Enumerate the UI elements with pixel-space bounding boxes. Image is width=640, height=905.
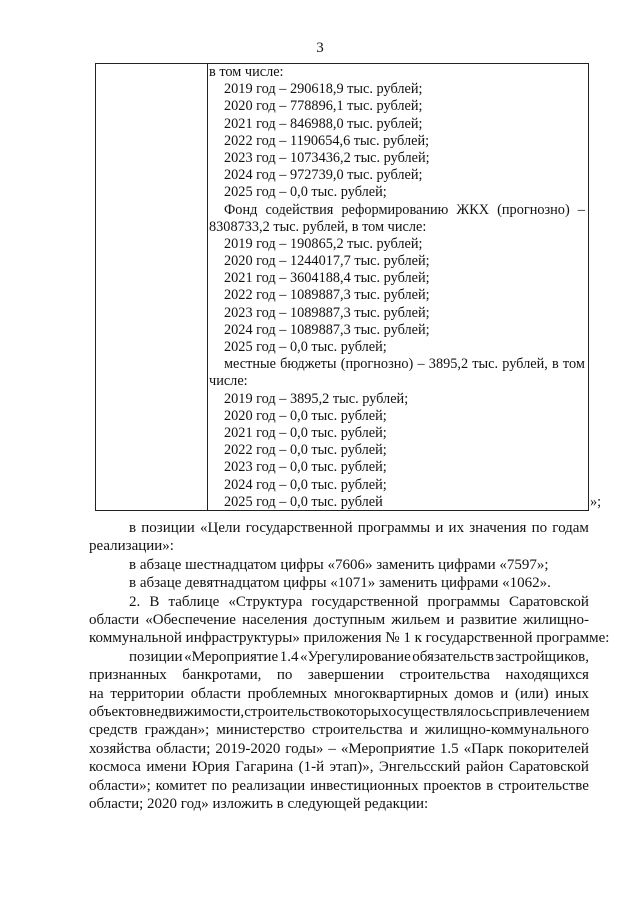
text-word: программы — [357, 520, 431, 536]
text-word: средств — [89, 722, 138, 739]
text-line — [89, 795, 589, 813]
text-word: коммунальной инфраструктуры» приложения № 1 к государственной программе: — [89, 630, 610, 647]
text-word: по — [531, 520, 548, 536]
text-word: проблемных — [247, 685, 328, 702]
paragraph — [89, 556, 589, 574]
text-line — [89, 648, 589, 666]
text-word: застройщиков, — [495, 648, 589, 665]
text-word: государственной — [311, 593, 419, 610]
table-line: 2024 год – 1089887,3 тыс. рублей; — [224, 321, 430, 338]
text-word: развитие — [460, 612, 517, 629]
table-line: 2021 год – 0,0 тыс. рублей; — [224, 424, 387, 441]
text-word: области — [89, 612, 140, 629]
text-word: Юрия — [191, 759, 230, 776]
text-line — [89, 758, 589, 776]
table-line — [208, 202, 588, 219]
text-word: на — [89, 685, 104, 702]
text-word: позиции — [129, 648, 183, 665]
text-word: инвестиционных — [310, 777, 419, 794]
text-word: и — [500, 685, 509, 702]
closing-quote: »; — [590, 494, 602, 510]
text-word: покорителей — [508, 740, 589, 757]
text-word: области; 2020 год» изложить в следующей редакции: — [89, 796, 429, 813]
text-word: район — [465, 759, 504, 776]
text-word: жильем — [391, 612, 441, 629]
text-word: жилищно-коммунального — [424, 722, 589, 739]
paragraph — [89, 648, 589, 814]
text-word: населения — [242, 612, 308, 629]
text-line — [89, 629, 610, 647]
text-line — [89, 685, 589, 703]
text-word: строительство — [244, 704, 336, 721]
text-word: имени — [146, 759, 187, 776]
table-line: в том числе: — [209, 64, 284, 80]
text-line — [89, 556, 589, 574]
table-word: – — [417, 356, 425, 373]
paragraph — [89, 593, 610, 648]
text-line — [89, 721, 589, 739]
text-word: Саратовской — [508, 593, 589, 610]
text-word: строительстве — [498, 777, 589, 794]
page-number: 3 — [316, 40, 324, 56]
text-line — [89, 703, 589, 721]
paragraph — [89, 574, 589, 592]
table-word: в — [551, 356, 559, 373]
table-line: 2025 год – 0,0 тыс. рублей; — [224, 184, 387, 201]
text-word: банкротами, — [182, 667, 262, 684]
text-word: «Парк — [463, 740, 504, 757]
text-line — [89, 574, 589, 592]
text-word: их — [448, 520, 465, 536]
funding-cell — [208, 64, 588, 511]
text-word: реализации»: — [89, 538, 174, 555]
text-word: строительства — [312, 722, 403, 739]
text-word: 1.4 — [279, 648, 299, 665]
text-word: – — [328, 740, 336, 757]
text-word: и — [409, 722, 418, 739]
table-line: 2020 год – 0,0 тыс. рублей; — [224, 407, 387, 424]
table-line: 2022 год – 0,0 тыс. рублей; — [224, 442, 387, 459]
text-word: «Урегулирование — [300, 648, 411, 665]
text-word: годам — [552, 520, 589, 536]
table-line — [208, 356, 588, 373]
text-word: граждан»; — [144, 722, 210, 739]
text-word: комитет — [155, 777, 207, 794]
text-word: (1-й — [298, 759, 325, 776]
table-word: бюджеты — [280, 356, 337, 373]
table-line: 2021 год – 846988,0 тыс. рублей; — [224, 115, 423, 132]
funding-table — [95, 63, 589, 511]
text-word: в абзаце девятнадцатом цифры «1071» заменить цифрами «1062». — [129, 575, 551, 592]
text-line — [89, 740, 589, 758]
text-word: многоквартирных — [333, 685, 448, 702]
text-word: «Мероприятие — [340, 740, 435, 757]
table-word: (прогнозно) — [497, 201, 570, 218]
text-word: (или) — [515, 685, 549, 702]
text-word: привлечением — [499, 704, 590, 721]
text-word: министерство — [216, 722, 305, 739]
table-line: 8308733,2 тыс. рублей, в том числе: — [209, 218, 427, 235]
text-word: программы — [427, 593, 500, 610]
text-word: таблице — [168, 593, 220, 610]
text-word: значения — [469, 520, 527, 536]
table-word: 3895,2 — [428, 356, 469, 373]
table-line: 2022 год – 1089887,3 тыс. рублей; — [224, 287, 430, 304]
text-word: «Цели — [200, 520, 241, 536]
text-word: области; — [156, 740, 211, 757]
table-word: (прогнозно) — [340, 356, 414, 373]
table-line: 2020 год – 778896,1 тыс. рублей; — [224, 98, 423, 115]
table-line: 2024 год – 972739,0 тыс. рублей; — [224, 167, 423, 184]
text-word: 2. — [129, 593, 141, 610]
text-word: домов — [454, 685, 494, 702]
text-word: иных — [555, 685, 589, 702]
text-word: государственной — [245, 520, 353, 536]
table-word: местные — [224, 356, 276, 373]
text-word: 1.5 — [439, 740, 459, 757]
table-line: 2019 год – 290618,9 тыс. рублей; — [224, 81, 423, 98]
table-word: Фонд — [224, 201, 258, 218]
table-line: 2019 год – 190865,2 тыс. рублей; — [224, 235, 423, 252]
text-word: области — [190, 685, 241, 702]
text-word: годы» — [285, 740, 324, 757]
text-word: реализации — [231, 777, 306, 794]
text-word: обязательств — [412, 648, 494, 665]
text-line — [89, 537, 589, 555]
table-word: рублей, — [502, 356, 548, 373]
text-word: осуществлялось — [388, 704, 493, 721]
table-line: 2023 год – 0,0 тыс. рублей; — [224, 459, 387, 476]
text-word: «Мероприятие — [184, 648, 279, 665]
table-word: том — [562, 356, 585, 373]
table-line: 2023 год – 1073436,2 тыс. рублей; — [224, 149, 430, 166]
text-word: Саратовской — [508, 759, 589, 776]
text-word: которых — [335, 704, 389, 721]
table-word: ЖКХ — [456, 201, 490, 218]
text-word: позиции — [141, 520, 195, 536]
table-line: 2023 год – 1089887,3 тыс. рублей; — [224, 304, 430, 321]
text-word: проектов — [423, 777, 482, 794]
table-line: 2025 год – 0,0 тыс. рублей; — [224, 339, 387, 355]
text-line — [89, 666, 589, 684]
text-word: завершении — [307, 667, 384, 684]
table-line: числе: — [209, 373, 248, 390]
text-word: и — [446, 612, 455, 629]
text-line — [89, 611, 589, 629]
table-word: – — [577, 201, 585, 218]
text-word: Энгельсский — [378, 759, 461, 776]
table-line: 2020 год – 1244017,7 тыс. рублей; — [224, 253, 430, 270]
text-line — [89, 777, 589, 795]
table-line: 2021 год – 3604188,4 тыс. рублей; — [224, 270, 430, 287]
text-word: в — [486, 777, 494, 794]
text-word: в абзаце шестнадцатом цифры «7606» заменить цифрами «7597»; — [129, 556, 549, 573]
text-word: космоса — [89, 759, 141, 776]
text-word: недвижимости, — [146, 704, 245, 721]
table-line: 2022 год – 1190654,6 тыс. рублей; — [224, 132, 430, 149]
text-word: «Структура — [228, 593, 303, 610]
table-line: 2025 год – 0,0 тыс. рублей — [224, 493, 383, 510]
paragraph — [89, 519, 589, 556]
text-line — [89, 593, 589, 611]
text-word: жилищно- — [523, 612, 589, 629]
text-word: этап)», — [329, 759, 374, 776]
text-word: строительства — [399, 667, 491, 684]
text-word: хозяйства — [89, 740, 152, 757]
text-word: с — [492, 704, 500, 721]
text-word: и — [435, 520, 444, 536]
table-word: содействия — [265, 201, 334, 218]
table-word: тыс. — [472, 356, 499, 373]
text-word: доступным — [313, 612, 386, 629]
text-word: Гагарина — [235, 759, 294, 776]
text-word: признанных — [89, 667, 167, 684]
text-word: находящихся — [505, 667, 589, 684]
text-word: 2019-2020 — [215, 740, 281, 757]
table-word: реформированию — [341, 201, 449, 218]
text-word: В — [149, 593, 160, 610]
table-line: 2019 год – 3895,2 тыс. рублей; — [224, 390, 409, 407]
text-line — [89, 519, 589, 537]
text-word: по — [211, 777, 228, 794]
text-word: объектов — [89, 704, 147, 721]
text-word: по — [276, 667, 293, 684]
text-word: территории — [110, 685, 185, 702]
table-line: 2024 год – 0,0 тыс. рублей; — [224, 476, 387, 493]
text-word: области»; — [89, 777, 151, 794]
text-word: в — [129, 520, 137, 536]
amendment-text — [89, 519, 610, 814]
text-word: «Обеспечение — [145, 612, 236, 629]
